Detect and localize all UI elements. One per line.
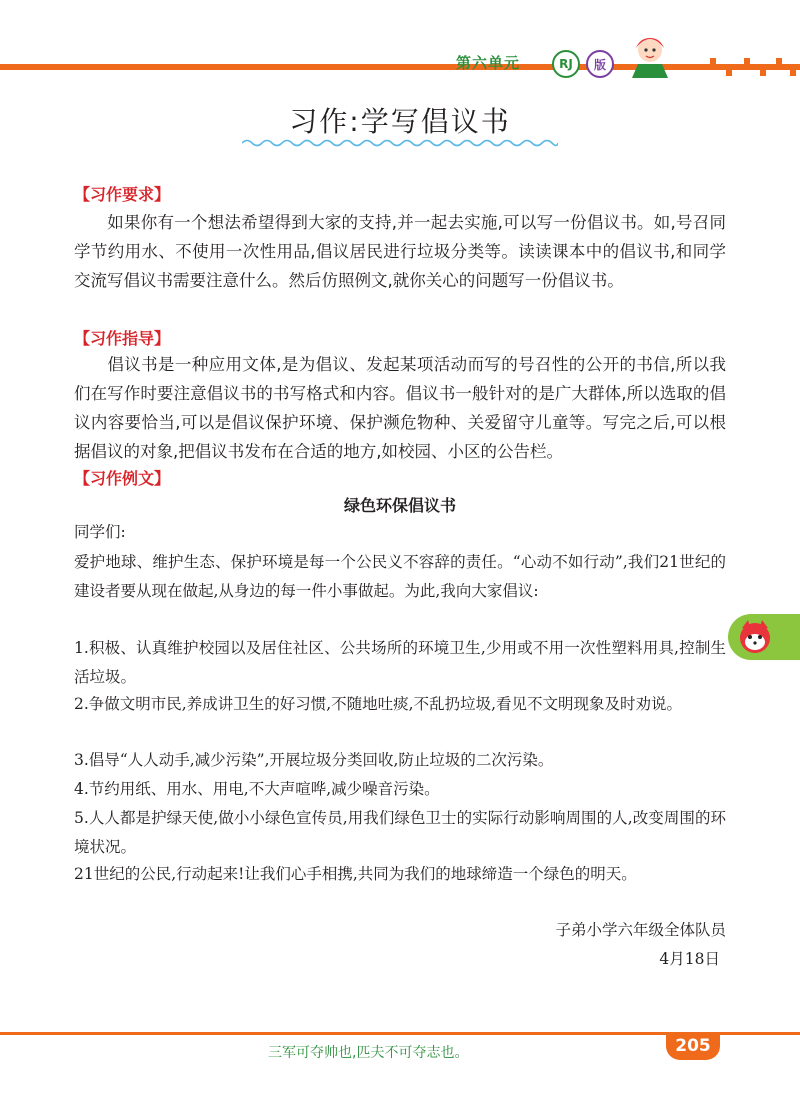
guidance-text: 倡议书是一种应用文体,是为倡议、发起某项活动而写的号召性的公开的书信,所以我们在写作时要注意倡议书的书写格式和内容。倡议书一般针对的是广大群体,所以选取的倡议内容要恰当,可以是倡议保护环境、保护濒危物种、关爱留守儿童等。写完之后,可以根据倡议的对象,把倡议书发布在合适的地方,如校园、小区的公告栏。: [74, 355, 726, 461]
edition-badge-ban: 版: [586, 50, 614, 78]
page-number: 205: [666, 1032, 720, 1060]
unit-label: 第六单元: [456, 54, 521, 72]
example-item-2: 2.争做文明市民,养成讲卫生的好习惯,不随地吐痰,不乱扔垃圾,看见不文明现象及时劝说。: [74, 695, 682, 713]
example-intro: 爱护地球、维护生态、保护环境是每一个公民义不容辞的责任。“心动不如行动”,我们21世纪的建设者要从现在做起,从身边的每一件小事做起。为此,我向大家倡议:: [74, 553, 726, 600]
example-item-4: 4.节约用纸、用水、用电,不大声喧哗,减少噪音污染。: [74, 780, 440, 798]
example-date: 4月18日: [659, 950, 720, 968]
example-greeting: 同学们:: [74, 523, 126, 541]
header-bar: [0, 64, 800, 70]
edition-badge-rj: RJ: [552, 50, 580, 78]
example-label: 【习作例文】: [74, 469, 171, 488]
example-item-3: 3.倡导“人人动手,减少污染”,开展垃圾分类回收,防止垃圾的二次污染。: [74, 751, 554, 769]
page-title: 习作:学写倡议书: [289, 105, 511, 138]
fox-mascot-icon: [736, 618, 774, 656]
example-title: 绿色环保倡议书: [343, 496, 456, 515]
example-item-1: 1.积极、认真维护校园以及居住社区、公共场所的环境卫生,少用或不用一次性塑料用具,控制生活垃圾。: [74, 639, 726, 686]
example-signature: 子弟小学六年级全体队员: [555, 921, 726, 939]
footer-motto: 三军可夺帅也,匹夫不可夺志也。: [268, 1045, 469, 1061]
title-underline-wave: [242, 138, 558, 148]
guidance-label: 【习作指导】: [74, 329, 171, 348]
example-closing: 21世纪的公民,行动起来!让我们心手相携,共同为我们的地球缔造一个绿色的明天。: [74, 865, 637, 883]
example-item-5: 5.人人都是护绿天使,做小小绿色宣传员,用我们绿色卫士的实际行动影响周围的人,改变周围的环境状况。: [74, 809, 726, 856]
requirements-label: 【习作要求】: [74, 185, 171, 204]
requirements-text: 如果你有一个想法希望得到大家的支持,并一起去实施,可以写一份倡议书。如,号召同学节约用水、不使用一次性用品,倡议居民进行垃圾分类等。读读课本中的倡议书,和同学交流写倡议书需要注意什么。然后仿照例文,就你关心的问题写一份倡议书。: [74, 213, 726, 290]
mascot-girl-icon: [620, 30, 680, 80]
header-decoration: [700, 56, 800, 78]
